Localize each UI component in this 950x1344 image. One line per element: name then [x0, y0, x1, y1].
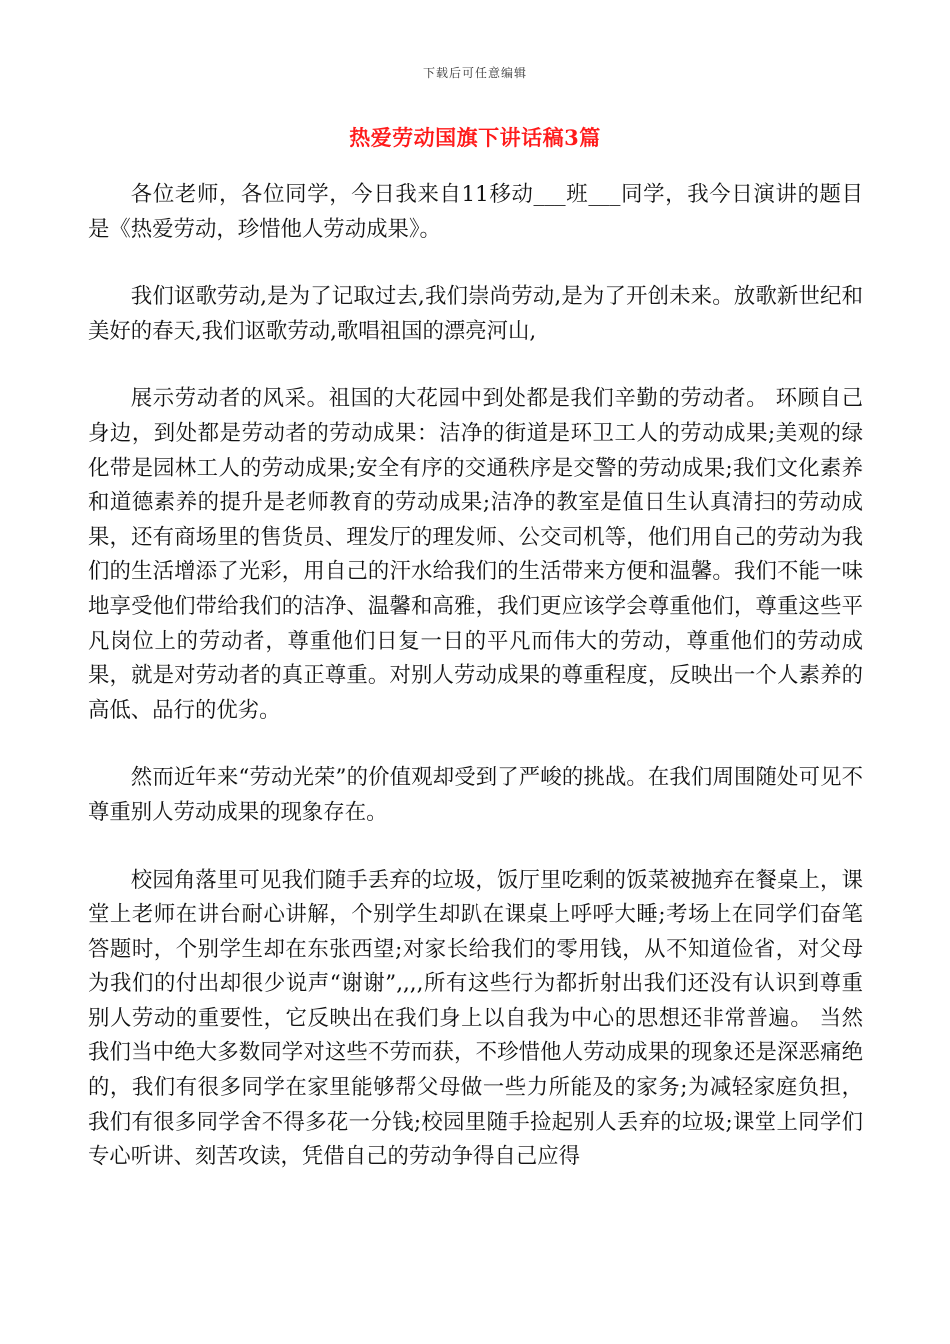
paragraph-3: 展示劳动者的风采。祖国的大花园中到处都是我们辛勤的劳动者。 环顾自己身边，到处都是劳动者的劳动成果：洁净的街道是环卫工人的劳动成果;美观的绿化带是园林工人的劳动成果;安全有序的交通秩序是交警的劳动成果;我们文化素养和道德素养的提升是老师教育的劳动成果;洁净的教室是值日生认真清扫的劳动成果，还有商场里的售货员、理发厅的理发师、公交司机等，他们用自己的劳动为我们的生活增添了光彩，用自己的汗水给我们的生活带来方便和温馨。我们不能一味地享受他们带给我们的洁净、温馨和高雅，我们更应该学会尊重他们，尊重这些平凡岗位上的劳动者，尊重他们日复一日的平凡而伟大的劳动，尊重他们的劳动成果，就是对劳动者的真正尊重。对别人劳动成果的尊重程度，反映出一个人素养的高低、品行的优劣。	[88, 386, 863, 723]
paragraph-4: 然而近年来“劳动光荣”的价值观却受到了严峻的挑战。在我们周围随处可见不尊重别人劳动成果的现象存在。	[88, 765, 863, 825]
paragraph-1: 各位老师，各位同学，今日我来自11移动___班___同学，我今日演讲的题目是《热爱劳动，珍惜他人劳动成果》。	[88, 182, 863, 242]
header-note: 下载后可任意编辑	[422, 66, 527, 80]
paragraph-2: 我们讴歌劳动,是为了记取过去,我们崇尚劳动,是为了开创未来。放歌新世纪和美好的春天,我们讴歌劳动,歌唱祖国的漂亮河山,	[88, 284, 863, 344]
document-body	[88, 178, 863, 1208]
paragraph-5: 校园角落里可见我们随手丢弃的垃圾，饭厅里吃剩的饭菜被抛弃在餐桌上，课堂上老师在讲台耐心讲解，个别学生却趴在课桌上呼呼大睡;考场上在同学们奋笔答题时，个别学生却在东张西望;对家长给我们的零用钱，从不知道俭省，对父母为我们的付出却很少说声“谢谢”,,,,所有这些行为都折射出我们还没有认识到尊重别人劳动的重要性，它反映出在我们身上以自我为中心的思想还非常普遍。 当然我们当中绝大多数同学对这些不劳而获，不珍惜他人劳动成果的现象还是深恶痛绝的，我们有很多同学在家里能够帮父母做一些力所能及的家务;为减轻家庭负担，我们有很多同学舍不得多花一分钱;校园里随手捡起别人丢弃的垃圾;课堂上同学们专心听讲、刻苦攻读，凭借自己的劳动争得自己应得	[88, 867, 863, 1170]
document-title: 热爱劳动国旗下讲话稿3篇	[349, 125, 601, 150]
